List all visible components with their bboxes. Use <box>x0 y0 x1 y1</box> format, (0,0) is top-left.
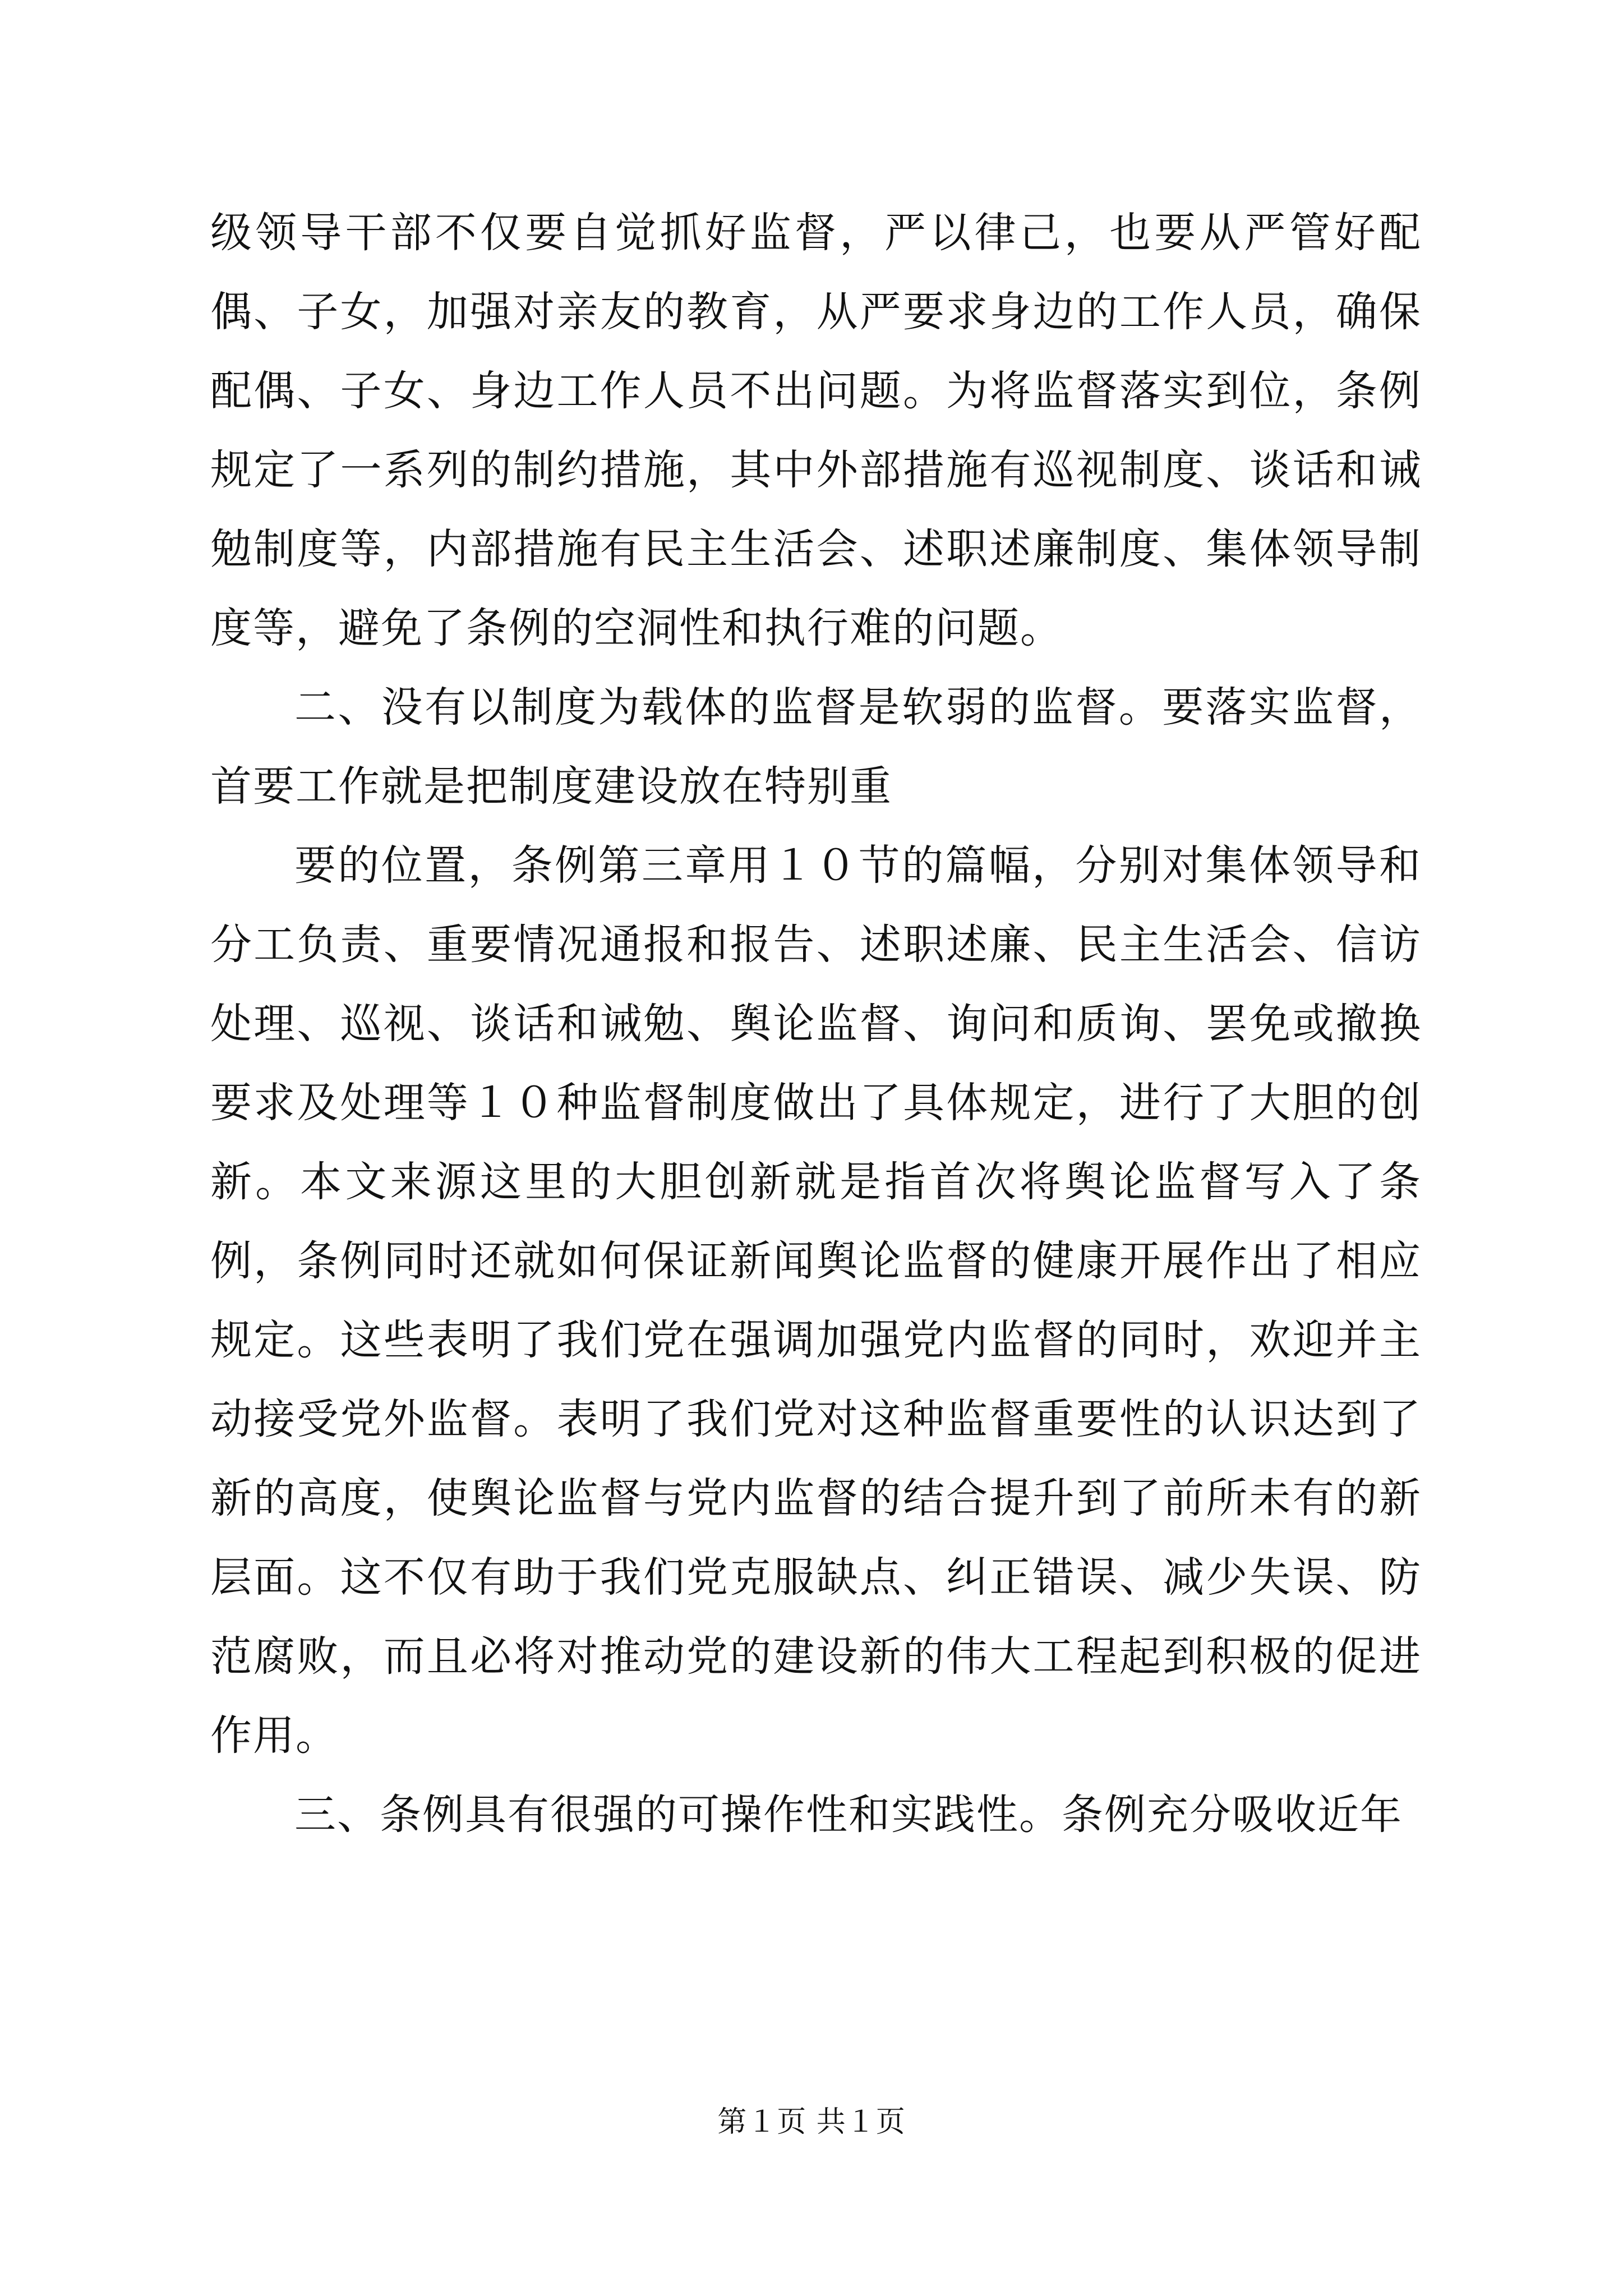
page-footer: 第１页 共１页 <box>717 2105 906 2139</box>
paragraph-2: 二、没有以制度为载体的监督是软弱的监督。要落实监督，首要工作就是把制度建设放在特别重 <box>210 683 1422 811</box>
paragraph-3: 要的位置，条例第三章用１０节的篇幅，分别对集体领导和分工负责、重要情况通报和报告、述职述廉、民主生活会、信访处理、巡视、谈话和诫勉、舆论监督、询问和质询、罢免或撤换要求及处理等１０种监督制度做出了具体规定，进行了大胆的创新。本文来源这里的大胆创新就是指首次将舆论监督写入了条例，条例同时还就如何保证新闻舆论监督的健康开展作出了相应规定。这些表明了我们党在强调加强党内监督的同时，欢迎并主动接受党外监督。表明了我们党对这种监督重要性的认识达到了新的高度，使舆论监督与党内监督的结合提升到了前所未有的新层面。这不仅有助于我们党克服缺点、纠正错误、减少失误、防范腐败，而且必将对推动党的建设新的伟大工程起到积极的促进作用。 <box>210 841 1422 1760</box>
paragraph-1: 级领导干部不仅要自觉抓好监督，严以律己，也要从严管好配偶、子女，加强对亲友的教育，从严要求身边的工作人员，确保配偶、子女、身边工作人员不出问题。为将监督落实到位，条例规定了一系列的制约措施，其中外部措施有巡视制度、谈话和诫勉制度等，内部措施有民主生活会、述职述廉制度、集体领导制度等，避免了条例的空洞性和执行难的问题。 <box>210 209 1422 652</box>
document-body <box>210 194 1422 1855</box>
paragraph-4: 三、条例具有很强的可操作性和实践性。条例充分吸收近年 <box>294 1791 1403 1839</box>
